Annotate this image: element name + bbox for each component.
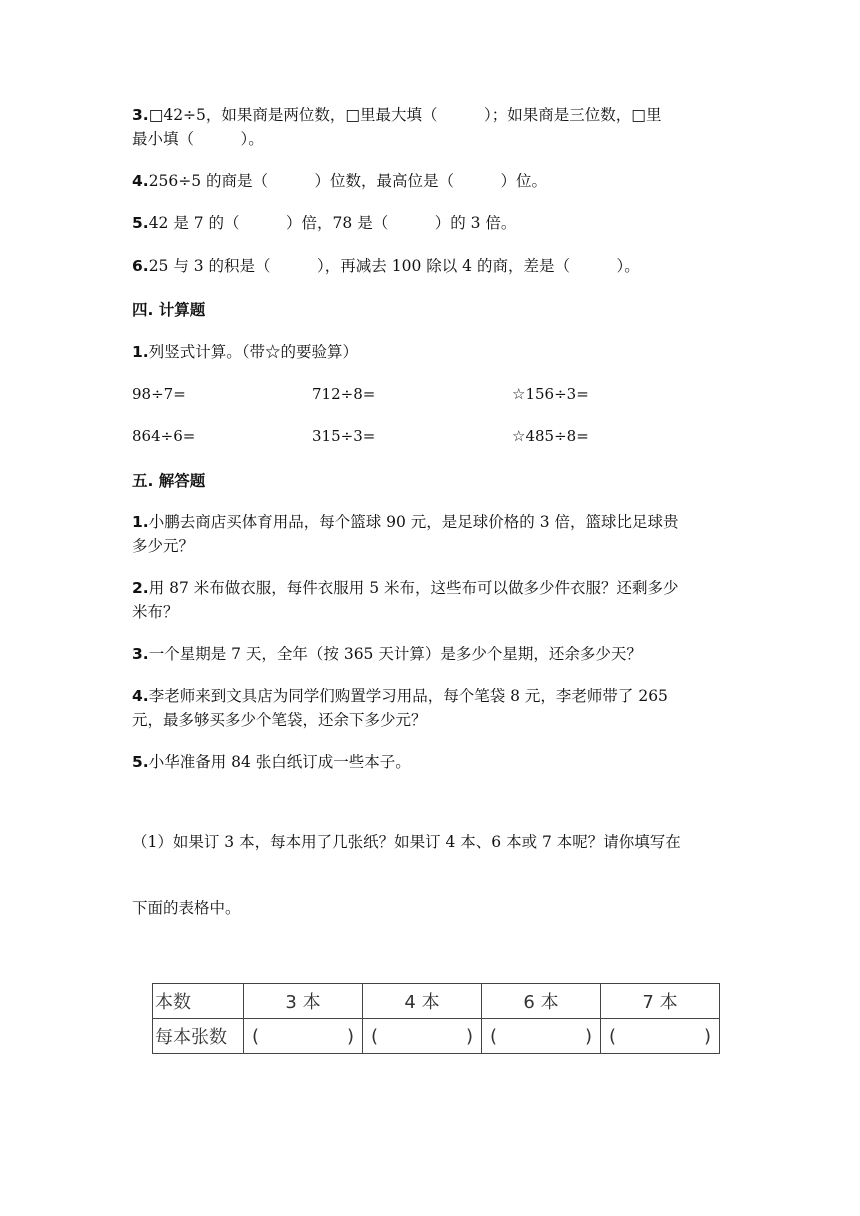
paren-open: ( [490,1025,498,1047]
paper-count-table [152,983,720,1054]
question-5 [132,212,516,234]
question-text: 列竖式计算。（带☆的要验算） [148,343,358,361]
calc-item: 315÷3= [312,427,376,445]
answer-question-2 [132,577,678,599]
section-heading-calc: 四. 计算题 [132,301,206,319]
sub-question-1: （1）如果订 3 本，每本用了几张纸？如果订 4 本、6 本或 7 本呢？请你填写在 [132,833,681,851]
question-text: 李老师来到文具店为同学们购置学习用品，每个笔袋 8 元，李老师带了 265 [148,687,668,705]
answer-question-3 [132,643,642,665]
sub-question-1-line2: 下面的表格中。 [132,899,241,917]
question-6 [132,255,640,277]
answer-question-1-line2: 多少元？ [132,537,195,555]
answer-question-1 [132,511,678,533]
paren-close: ) [346,1025,354,1047]
answer-blank[interactable] [244,1019,363,1054]
section-heading-answer: 五. 解答题 [132,472,206,490]
question-number: 5. [132,753,149,771]
question-number: 2. [132,579,149,597]
row-header-books: 本数 [153,984,244,1019]
paren-close: ) [703,1025,711,1047]
question-4 [132,170,547,192]
calc-item: 98÷7= [132,385,186,403]
answer-question-4 [132,685,668,707]
column-header: 6 本 [482,984,601,1019]
question-number: 3. [132,645,149,663]
question-text: 小鹏去商店买体育用品，每个篮球 90 元，是足球价格的 3 倍，篮球比足球贵 [148,513,679,531]
question-text: 小华准备用 84 张白纸订成一些本子。 [148,753,411,771]
question-number: 4. [132,687,149,705]
table-row [153,1019,720,1054]
answer-question-2-line2: 米布？ [132,603,179,621]
column-header: 3 本 [244,984,363,1019]
question-number: 4. [132,172,149,190]
answer-question-5 [132,751,411,773]
answer-blank[interactable] [482,1019,601,1054]
calc-item: 864÷6= [132,427,196,445]
question-number: 5. [132,214,149,232]
answer-question-4-line2: 元，最多够买多少个笔袋，还余下多少元？ [132,711,427,729]
column-header: 4 本 [363,984,482,1019]
question-text: 25 与 3 的积是（ ），再减去 100 除以 4 的商，差是（ ）。 [148,257,640,275]
question-text: 用 87 米布做衣服，每件衣服用 5 米布，这些布可以做多少件衣服？还剩多少 [148,579,679,597]
table-row [153,984,720,1019]
question-text: 一个星期是 7 天，全年（按 365 天计算）是多少个星期，还余多少天？ [148,645,642,663]
answer-blank[interactable] [363,1019,482,1054]
paren-open: ( [252,1025,260,1047]
paren-open: ( [371,1025,379,1047]
question-number: 6. [132,257,149,275]
question-number: 1. [132,343,149,361]
answer-blank[interactable] [601,1019,720,1054]
question-3-line2: 最小填（ ）。 [132,130,264,148]
column-header: 7 本 [601,984,720,1019]
question-text: 256÷5 的商是（ ）位数，最高位是（ ）位。 [148,172,548,190]
row-header-sheets: 每本张数 [153,1019,244,1054]
paren-close: ) [465,1025,473,1047]
calc-item: ☆485÷8= [512,427,589,445]
paren-close: ) [584,1025,592,1047]
question-text: 42 是 7 的（ ）倍，78 是（ ）的 3 倍。 [148,214,517,232]
question-number: 1. [132,513,149,531]
question-3 [132,104,661,126]
calc-item: ☆156÷3= [512,385,589,403]
paren-open: ( [609,1025,617,1047]
calc-question-1 [132,341,358,363]
question-text: □42÷5，如果商是两位数，□里最大填（ ）；如果商是三位数，□里 [148,106,662,124]
question-number: 3. [132,106,149,124]
calc-item: 712÷8= [312,385,376,403]
